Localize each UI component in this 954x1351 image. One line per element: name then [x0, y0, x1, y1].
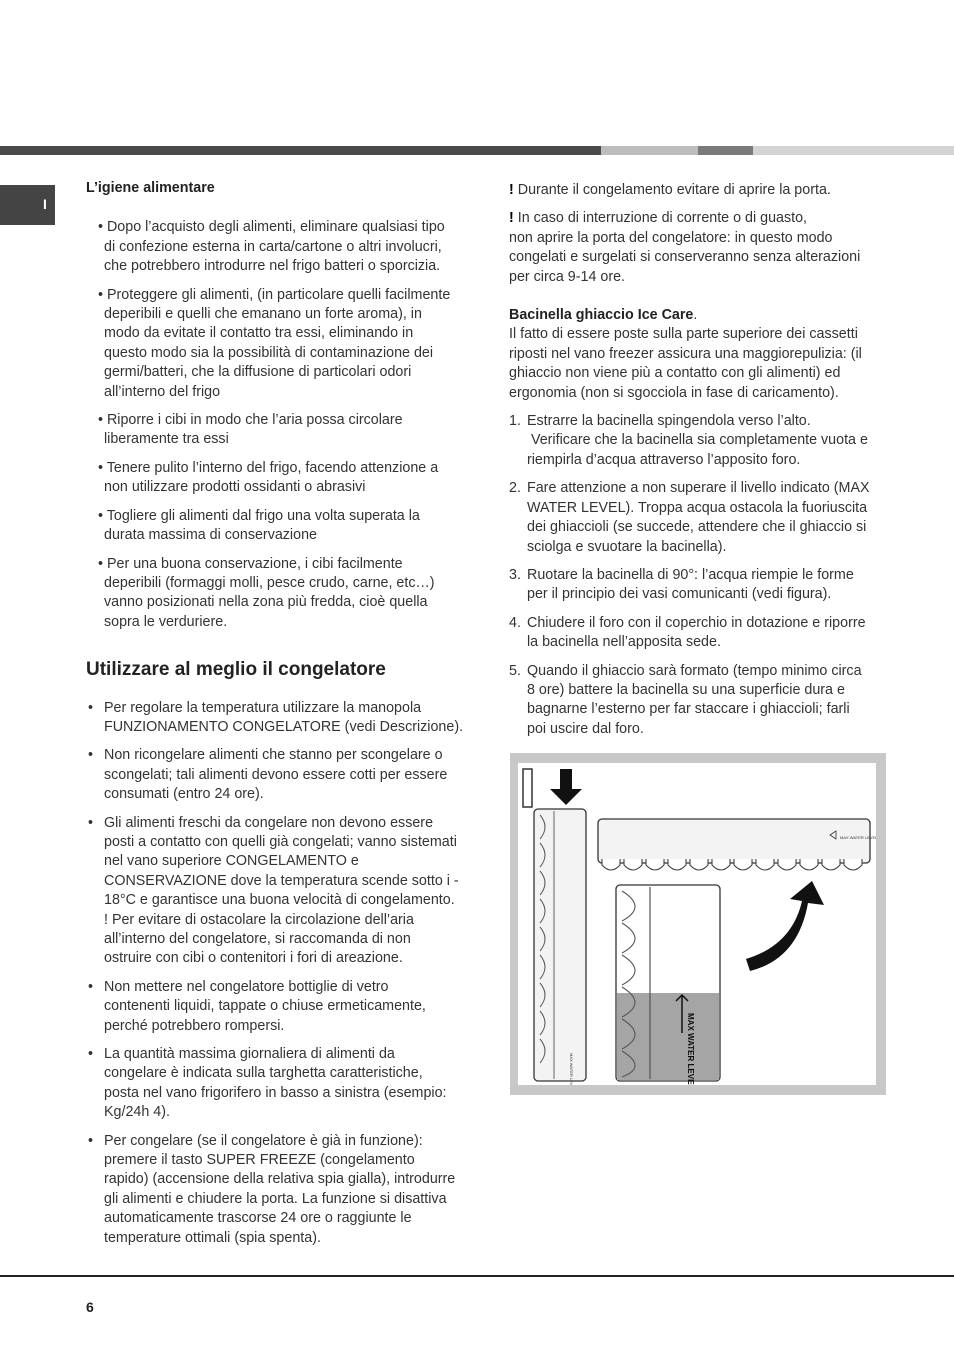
- header-bar-segment-2: [601, 146, 698, 155]
- header-bar-segment-1: [0, 146, 601, 155]
- freezer-item-line: FUNZIONAMENTO CONGELATORE (vedi Descrizione).: [104, 718, 464, 735]
- horizontal-tray: [598, 819, 870, 863]
- freezer-item-line: congelare è indicata sulla targhetta caratteristiche,: [104, 1065, 423, 1082]
- freezer-item-bullet: •: [88, 1046, 94, 1063]
- warning-power-text-4: per circa 9-14 ore.: [509, 268, 626, 285]
- ice-tray-figure-panel: [518, 763, 876, 1085]
- header-bar-segment-4: [753, 146, 954, 155]
- warning-mark-1: !: [509, 182, 514, 198]
- hygiene-item-line: durata massima di conservazione: [104, 527, 317, 544]
- tray-lid-tab: [523, 769, 532, 807]
- header-bar-segment-3: [698, 146, 753, 155]
- freezer-item: [86, 1045, 476, 1123]
- hygiene-item: [86, 459, 476, 498]
- water-fill: [617, 993, 719, 1080]
- freezer-item-line: Non mettere nel congelatore bottiglie di vetro: [104, 978, 389, 995]
- hygiene-title: L’igiene alimentare: [86, 180, 215, 196]
- rotate-arrow: [746, 881, 824, 971]
- freezer-item-bullet: •: [88, 978, 94, 995]
- ice-intro-line-3: ghiaccio non viene più a contatto con gli alimenti) ed: [509, 365, 841, 382]
- freezer-item-line: Per congelare (se il congelatore è già in funzione):: [104, 1132, 423, 1149]
- freezer-item-line: perché potrebbero rompersi.: [104, 1017, 285, 1034]
- hygiene-item-line: questo modo sia la possibilità di contaminazione dei: [104, 344, 434, 361]
- ice-step-line: WATER LEVEL). Troppa acqua ostacola la fuoriuscita: [527, 499, 868, 516]
- ice-step-number: 1.: [509, 413, 521, 430]
- hygiene-item-line: di confezione esterna in carta/cartone o altri involucri,: [104, 238, 442, 255]
- hygiene-item-line: • Dopo l’acquisto degli alimenti, eliminare qualsiasi tipo: [98, 219, 445, 236]
- ice-step-line: bagnarne l’esterno per far staccare i ghiaccioli; farli: [527, 701, 850, 718]
- freezer-item-line: gli alimenti e chiudere la porta. La funzione si disattiva: [104, 1190, 447, 1207]
- hygiene-item-line: deperibili (formaggi molli, pesce crudo, carne, etc…): [104, 574, 435, 591]
- freezer-item-bullet: •: [88, 814, 94, 831]
- warning-mark-2: !: [509, 210, 514, 227]
- freezer-item-line: contenenti liquidi, tappate o chiuse ermeticamente,: [104, 998, 426, 1015]
- warning-door: [509, 181, 894, 200]
- ice-step-line: 8 ore) battere la bacinella su una superficie dura e: [527, 681, 845, 698]
- hygiene-item-line: germi/batteri, che la diffusione di particolari odori: [104, 364, 412, 381]
- freezer-item-bullet: •: [88, 1132, 94, 1149]
- freezer-item-line: temperature ottimali (spia spenta).: [104, 1229, 321, 1246]
- freezer-item-line: ! Per evitare di ostacolare la circolazione dell’aria: [104, 911, 414, 928]
- ice-step-line: dei ghiaccioli (se succede, attendere che il ghiaccio si: [527, 519, 867, 536]
- ice-step: [509, 662, 894, 740]
- ice-step-number: 5.: [509, 662, 521, 679]
- warning-power: [509, 209, 894, 287]
- freezer-item-line: Non ricongelare alimenti che stanno per scongelare o: [104, 747, 443, 764]
- ice-title-text: Bacinella ghiaccio Ice Care: [509, 307, 694, 324]
- freezer-item-line: posti a contatto con quelli già congelati; vanno sistemati: [104, 833, 457, 850]
- ice-step-line: riempirla d’acqua attraverso l’apposito foro.: [527, 451, 801, 468]
- freezer-item-line: nel vano superiore CONGELAMENTO e: [104, 853, 359, 870]
- left-column: [86, 179, 476, 1248]
- push-down-arrow: [550, 769, 582, 805]
- page-number: 6: [86, 1299, 94, 1315]
- ice-step-number: 3.: [509, 566, 521, 583]
- freezer-item: [86, 1132, 476, 1248]
- ice-step: [509, 566, 894, 605]
- hygiene-list: [86, 218, 476, 632]
- hygiene-item-line: • Tenere pulito l’interno del frigo, facendo attenzione a: [98, 459, 439, 476]
- freezer-item-line: Per regolare la temperatura utilizzare la manopola: [104, 699, 422, 716]
- hygiene-item: [86, 555, 476, 633]
- warning-power-text-3: congelati e surgelati si conserveranno senza alterazioni: [509, 249, 861, 266]
- freezer-list: [86, 699, 476, 1249]
- ice-intro-line-1: Il fatto di essere poste sulla parte superiore dei cassetti: [509, 326, 858, 343]
- language-tab-label: I: [43, 196, 47, 212]
- freezer-item-bullet: •: [88, 747, 94, 764]
- freezer-item-line: automaticamente trascorse 24 ore o raggiunte le: [104, 1210, 412, 1227]
- warning-power-line-1: [509, 209, 894, 228]
- freezer-item-line: premere il tasto SUPER FREEZE (congelamento: [104, 1152, 415, 1169]
- hygiene-item-line: sopra le verduriere.: [104, 613, 228, 630]
- ice-title-dot: .: [693, 307, 698, 324]
- hygiene-item-line: • Togliere gli alimenti dal frigo una volta superata la: [98, 507, 420, 524]
- ice-step: [509, 412, 894, 470]
- ice-step-line: poi uscire dal foro.: [527, 720, 644, 737]
- freezer-item: [86, 978, 476, 1036]
- freezer-item: [86, 746, 476, 804]
- footer-rule: [0, 1275, 954, 1277]
- hygiene-item-line: liberamente tra essi: [104, 431, 229, 448]
- vertical-tray: [534, 809, 586, 1081]
- horizontal-tray-label: MAX WATER LEVEL: [840, 835, 876, 840]
- ice-step-line: la bacinella nell’apposita sede.: [527, 634, 721, 651]
- freezer-item-bullet: •: [88, 699, 94, 716]
- freezer-items: [86, 699, 476, 1249]
- ice-step-number: 4.: [509, 614, 521, 631]
- hygiene-item: [86, 507, 476, 546]
- warning-power-text-2: non aprire la porta del congelatore: in questo modo: [509, 229, 833, 246]
- freezer-item-line: CONSERVAZIONE dove la temperatura scende sotto i -: [104, 872, 459, 889]
- hygiene-items: [86, 218, 476, 632]
- hygiene-item-line: • Proteggere gli alimenti, (in particolare quelli facilmente: [98, 286, 451, 303]
- hygiene-item-line: deperibili e quelli che emanano un forte aroma), in: [104, 306, 422, 323]
- hygiene-item-line: non utilizzare prodotti ossidanti o abrasivi: [104, 479, 366, 496]
- freezer-item: [86, 699, 476, 738]
- ice-step-line: Quando il ghiaccio sarà formato (tempo minimo circa: [527, 662, 862, 679]
- hygiene-item: [86, 286, 476, 402]
- freezer-item-line: Gli alimenti freschi da congelare non devono essere: [104, 814, 434, 831]
- ice-intro-line-2: riposti nel vano freezer assicura una maggiorepulizia: (il: [509, 345, 862, 362]
- hygiene-item-line: che potrebbero introdurre nel frigo batteri o sporcizia.: [104, 258, 441, 275]
- warning-power-text-1: In caso di interruzione di corrente o di guasto,: [517, 210, 808, 227]
- ice-step-number: 2.: [509, 480, 521, 497]
- freezer-item-line: posta nel vano frigorifero in basso a sinistra (esempio:: [104, 1084, 447, 1101]
- ice-tray-figure: [510, 753, 886, 1095]
- warning-door-text: Durante il congelamento evitare di aprire la porta.: [517, 182, 831, 198]
- ice-step-line: Verificare che la bacinella sia completamente vuota e: [527, 432, 868, 449]
- hygiene-item: [86, 411, 476, 450]
- ice-step-line: Chiudere il foro con il coperchio in dotazione e riporre: [527, 614, 866, 631]
- water-tray-label: MAX WATER LEVEL: [686, 1013, 695, 1085]
- language-tab: [0, 185, 55, 225]
- freezer-item-line: rapido) (accensione della relativa spia gialla), introdurre: [104, 1171, 456, 1188]
- freezer-item-line: 18°C e garantisce una buona velocità di congelamento.: [104, 892, 455, 909]
- ice-steps-list: [509, 412, 894, 739]
- ice-step: [509, 479, 894, 557]
- freezer-title: Utilizzare al meglio il congelatore: [86, 659, 386, 681]
- ice-step-line: Estrarre la bacinella spingendola verso l’alto.: [527, 413, 811, 430]
- ice-step-line: per il principio dei vasi comunicanti (vedi figura).: [527, 586, 832, 603]
- freezer-item-line: Kg/24h 4).: [104, 1104, 170, 1121]
- vertical-tray-label: MAX WATER LEVEL: [569, 1053, 574, 1085]
- ice-intro: [509, 325, 894, 403]
- freezer-item: [86, 814, 476, 969]
- ice-step: [509, 614, 894, 653]
- freezer-item-line: all’interno del congelatore, si raccomanda di non: [104, 931, 411, 947]
- ice-step-line: Ruotare la bacinella di 90°: l’acqua riempie le forme: [527, 566, 854, 583]
- hygiene-item-line: modo da evitate il contatto tra essi, eliminando in: [104, 325, 414, 342]
- ice-tray-illustration: [518, 763, 876, 1085]
- hygiene-item-line: • Per una buona conservazione, i cibi facilmente: [98, 555, 403, 572]
- hygiene-item-line: vanno posizionati nella zona più fredda, cioè quella: [104, 594, 428, 611]
- ice-step-line: sciolga e svuotare la bacinella).: [527, 538, 727, 555]
- ice-title: [509, 306, 894, 325]
- hygiene-item: [86, 218, 476, 276]
- freezer-item-line: consumati (entro 24 ore).: [104, 786, 264, 803]
- freezer-item-line: ostruire con cibi o contenitori i fori di areazione.: [104, 950, 403, 967]
- ice-step-line: Fare attenzione a non superare il livello indicato (MAX: [527, 480, 870, 497]
- hygiene-item-line: • Riporre i cibi in modo che l’aria possa circolare: [98, 412, 403, 429]
- freezer-item-line: La quantità massima giornaliera di alimenti da: [104, 1046, 395, 1063]
- freezer-item-line: scongelati; tali alimenti devono essere cotti per essere: [104, 766, 448, 783]
- right-column: [509, 181, 894, 739]
- hygiene-item-line: all’interno del frigo: [104, 383, 221, 400]
- ice-intro-line-4: ergonomia (non si sgocciola in fase di caricamento).: [509, 384, 839, 401]
